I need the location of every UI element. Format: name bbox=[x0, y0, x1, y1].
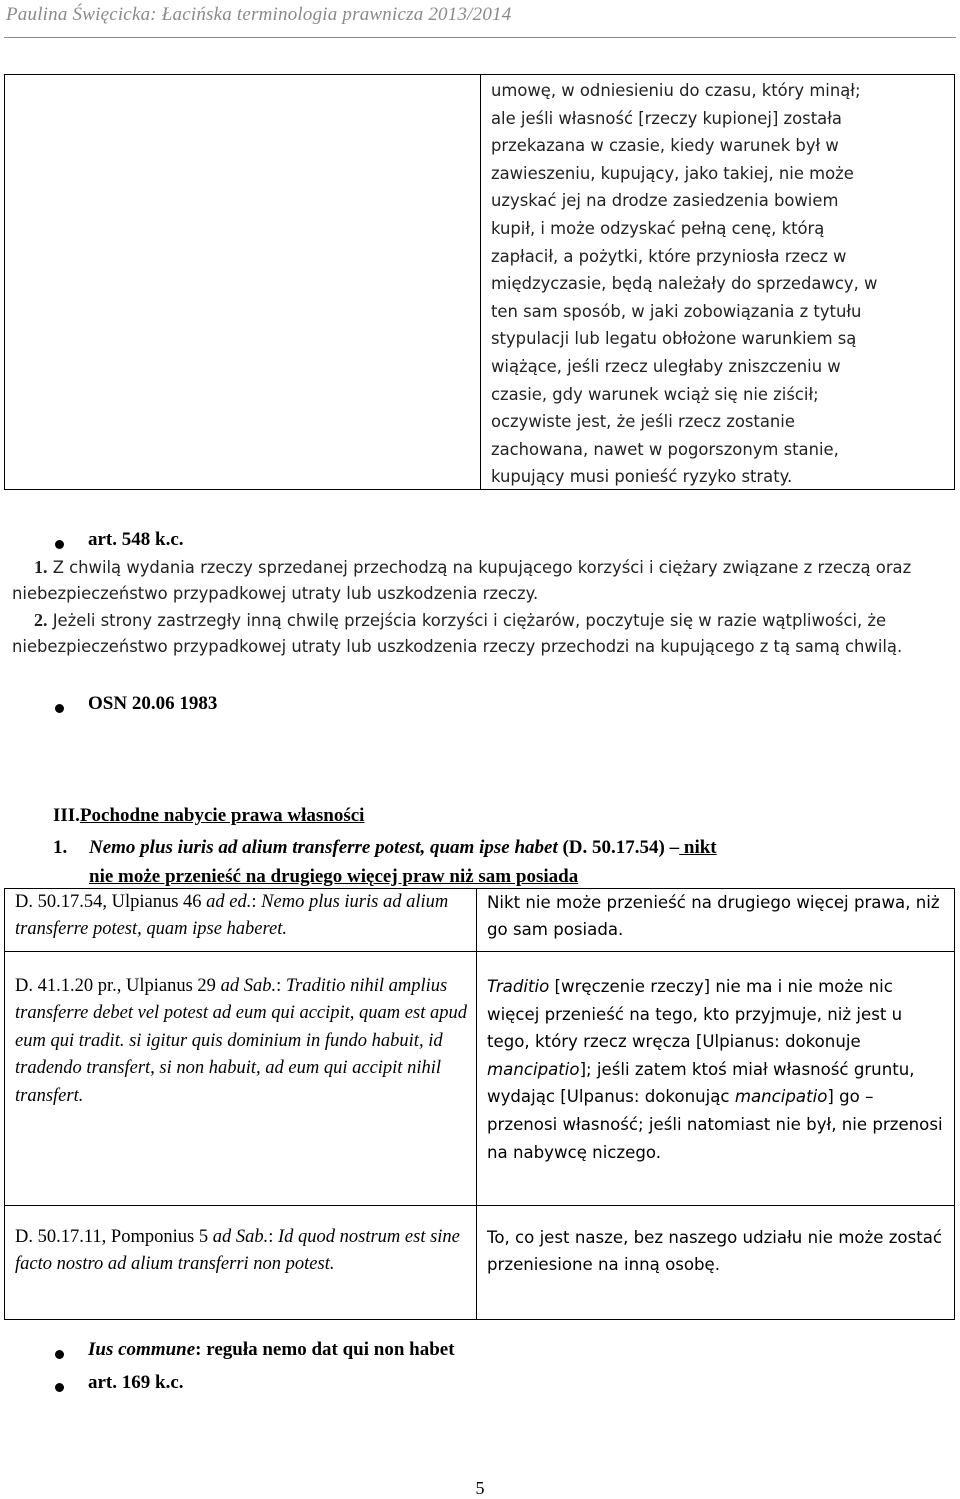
bullet-dot bbox=[55, 1350, 64, 1359]
bottom-table-divider bbox=[476, 889, 477, 1319]
text-line: umowę, w odniesieniu do czasu, który minął; bbox=[491, 81, 861, 100]
translation-text: ]; jeśli zatem ktoś miał własność gruntu, wydając [Ulpanus: dokonując bbox=[487, 1059, 915, 1107]
latin-text: Id quod nostrum est sine facto nostro ad alium transferri non potest. bbox=[15, 1227, 460, 1275]
text-line: oczywiste jest, że jeśli rzecz zostanie bbox=[491, 412, 795, 432]
para-number: 2. bbox=[34, 610, 48, 630]
subsection-line-1 bbox=[89, 833, 939, 862]
text-line: ten sam sposób, w jaki zobowiązania z tytułu bbox=[491, 301, 862, 321]
bottom-table bbox=[4, 888, 955, 1320]
row1-right-cell bbox=[487, 889, 947, 944]
row2-right-cell bbox=[487, 973, 947, 1166]
text-line: wiążące, jeśli rzecz uległaby zniszczeniu w bbox=[491, 356, 841, 376]
separator: : bbox=[268, 1227, 278, 1247]
bottom-table-row-rule bbox=[5, 951, 954, 952]
top-table-divider bbox=[480, 75, 481, 489]
source-ref-italic: ad Sab. bbox=[212, 1227, 269, 1247]
bullet-rest: : reguła nemo dat qui non habet bbox=[195, 1339, 455, 1360]
text-line: ale jeśli własność [rzeczy kupionej] została bbox=[491, 108, 842, 128]
art548-para-1 bbox=[12, 554, 942, 608]
text-line: czasie, gdy warunek wciąż się nie ziścił; bbox=[491, 384, 819, 404]
text-line: zachowana, nawet w pogorszonym stanie, bbox=[491, 439, 839, 459]
text-line: zawieszeniu, kupujący, jako takiej, nie może bbox=[491, 163, 854, 183]
italic-term: mancipatio bbox=[734, 1087, 828, 1107]
subsection-nikt: nikt bbox=[679, 837, 717, 858]
para-number: 1. bbox=[34, 557, 48, 577]
text-line: uzyskać jej na drodze zasiedzenia bowiem bbox=[491, 191, 839, 211]
bullet-dot bbox=[55, 1383, 64, 1392]
art548-para-2 bbox=[12, 607, 942, 661]
text-line: stypulacji lub legatu obłożone warunkiem są bbox=[491, 329, 857, 349]
separator: : bbox=[251, 892, 262, 912]
row3-left-cell bbox=[15, 1224, 471, 1279]
bullet-text: OSN 20.06 1983 bbox=[88, 693, 218, 714]
bottom-table-row-rule bbox=[5, 1205, 954, 1206]
translation-text: To, co jest nasze, bez naszego udziału nie może zostać przeniesione na inną osobę. bbox=[487, 1228, 943, 1275]
section-heading bbox=[53, 805, 364, 827]
latin-text: Traditio nihil amplius transferre debet vel potest ad eum qui accipit, quam est apud eum qui tradit. si igitur quis dominium in fundo habuit, id tradendo transfert, si non habuit, ad eum qui accipit nihil transfert. bbox=[15, 976, 467, 1106]
para-text: Z chwilą wydania rzeczy sprzedanej przechodzą na kupującego korzyści i ciężary związane z rzeczą oraz niebezpieczeństwo przypadkowej utraty lub uszkodzenia rzeczy. bbox=[12, 558, 912, 604]
row3-right-cell bbox=[487, 1224, 947, 1279]
subsection-line-2: nie może przenieść na drugiego więcej praw niż sam posiada bbox=[89, 866, 579, 887]
separator: : bbox=[276, 976, 286, 996]
bullet-text: art. 169 k.c. bbox=[88, 1372, 184, 1393]
source-ref-italic: ad ed. bbox=[206, 892, 252, 912]
top-table-right-cell bbox=[491, 77, 943, 491]
subsection-dash: – bbox=[669, 837, 680, 858]
subsection-number: 1. bbox=[53, 837, 68, 858]
bullet-text bbox=[88, 1339, 455, 1361]
page-number: 5 bbox=[475, 1478, 485, 1498]
source-ref: D. 50.17.54, Ulpianus 46 bbox=[15, 892, 207, 912]
subsection-ref: (D. 50.17.54) bbox=[557, 837, 670, 858]
section-title: Pochodne nabycie prawa własności bbox=[79, 805, 365, 826]
bullet-dot bbox=[55, 540, 64, 549]
header-rule bbox=[4, 37, 956, 38]
section-number: III. bbox=[53, 805, 80, 826]
para-text: Jeżeli strony zastrzegły inną chwilę przejścia korzyści i ciężarów, poczytuje się w razie wątpliwości, że niebezpieczeństwo przypadkowej utraty lub uszkodzenia rzeczy przechodzi na kupującego z tą samą chwilą. bbox=[12, 611, 903, 657]
text-line: przekazana w czasie, kiedy warunek był w bbox=[491, 136, 839, 156]
running-header: Paulina Święcicka: Łacińska terminologia prawnicza 2013/2014 bbox=[6, 4, 512, 25]
translation-text: Nikt nie może przenieść na drugiego więcej prawa, niż go sam posiada. bbox=[487, 893, 940, 940]
bullet-italic: Ius commune bbox=[88, 1339, 196, 1360]
italic-term: mancipatio bbox=[487, 1059, 580, 1079]
bullet-dot bbox=[55, 704, 64, 713]
source-ref-italic: ad Sab. bbox=[220, 976, 277, 996]
latin-text: Nemo plus iuris ad alium transferre potest, quam ipse haberet. bbox=[15, 892, 449, 940]
bullet-text: art. 548 k.c. bbox=[88, 529, 184, 550]
text-line: kupił, i może odzyskać pełną cenę, którą bbox=[491, 218, 825, 238]
row2-left-cell bbox=[15, 973, 471, 1110]
row1-left-cell bbox=[15, 889, 471, 944]
source-ref: D. 50.17.11, Pomponius 5 bbox=[15, 1227, 213, 1247]
text-line: zapłacił, a pożytki, które przyniosła rzecz w bbox=[491, 246, 847, 266]
subsection-latin: Nemo plus iuris ad alium transferre potest, quam ipse habet bbox=[89, 837, 558, 858]
top-table bbox=[4, 74, 955, 490]
text-line: kupujący musi ponieść ryzyko straty. bbox=[491, 467, 793, 487]
text-line: międzyczasie, będą należały do sprzedawcy, w bbox=[491, 274, 878, 294]
source-ref: D. 41.1.20 pr., Ulpianus 29 bbox=[15, 976, 221, 996]
translation-text: [wręczenie rzeczy] nie ma i nie może nic więcej przenieść na tego, kto przyjmuje, niż jest u tego, który rzecz wręcza [Ulpianus: dokonuje bbox=[487, 977, 903, 1052]
italic-term: Traditio bbox=[487, 977, 550, 996]
translation-text: ] go – przenosi własność; jeśli natomiast nie był, nie przenosi na nabywcę niczego. bbox=[487, 1087, 943, 1162]
